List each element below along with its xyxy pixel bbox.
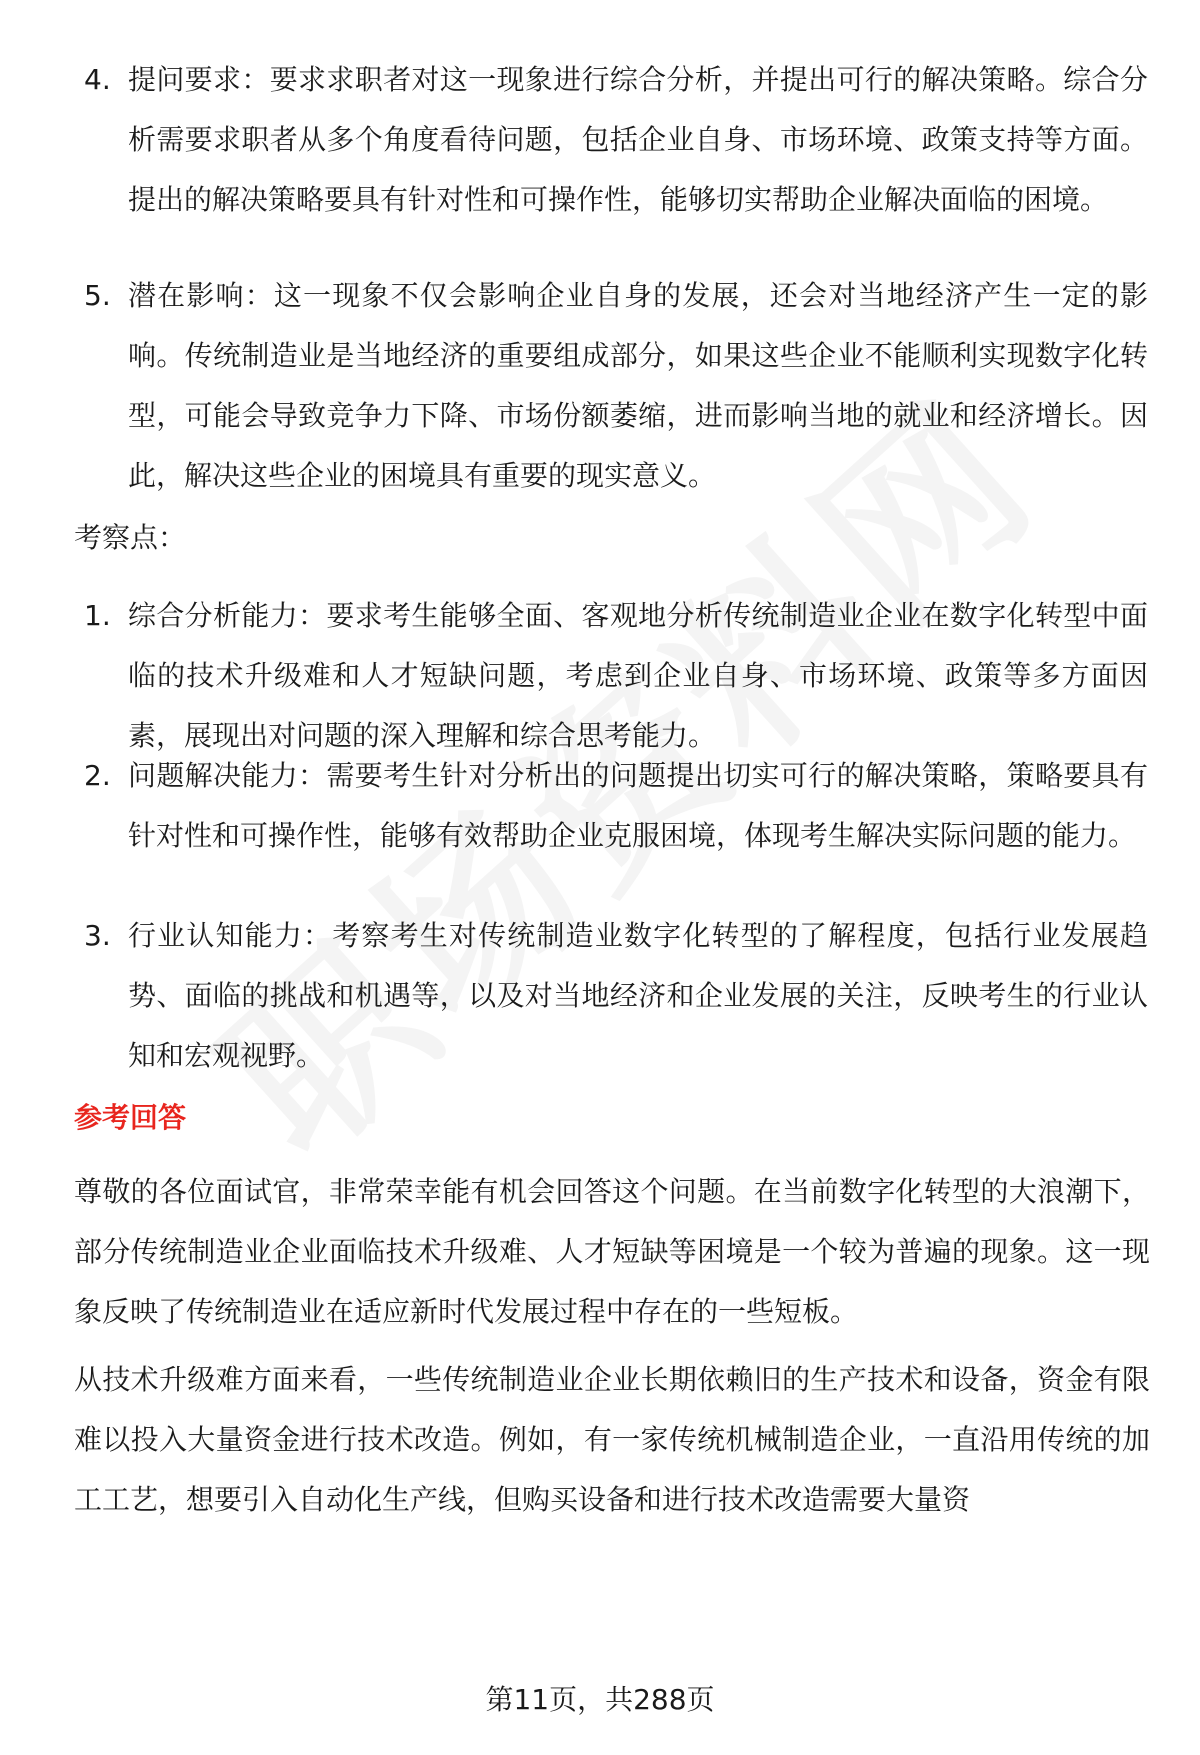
list-number: 1. (84, 599, 111, 632)
exam-points-heading: 考察点： (74, 521, 187, 554)
page-number: 第11页，共288页 (485, 1683, 715, 1716)
list-text: 行业认知能力：考察考生对传统制造业数字化转型的了解程度，包括行业发展趋势、面临的挑战和机遇等，以及对当地经济和企业发展的关注，反映考生的行业认知和宏观视野。 (128, 919, 1148, 1072)
list-text: 问题解决能力：需要考生针对分析出的问题提出切实可行的解决策略，策略要具有针对性和可操作性，能够有效帮助企业克服困境，体现考生解决实际问题的能力。 (128, 759, 1148, 852)
list-number: 5. (84, 279, 111, 312)
list-text: 潜在影响：这一现象不仅会影响企业自身的发展，还会对当地经济产生一定的影响。传统制造业是当地经济的重要组成部分，如果这些企业不能顺利实现数字化转型，可能会导致竞争力下降、市场份额萎缩，进而影响当地的就业和经济增长。因此，解决这些企业的困境具有重要的现实意义。 (128, 279, 1148, 492)
list-number: 3. (84, 919, 111, 952)
answer-paragraph: 尊敬的各位面试官，非常荣幸能有机会回答这个问题。在当前数字化转型的大浪潮下，部分传统制造业企业面临技术升级难、人才短缺等困境是一个较为普遍的现象。这一现象反映了传统制造业在适应新时代发展过程中存在的一些短板。 (74, 1175, 1150, 1328)
reference-answer-heading: 参考回答 (74, 1101, 187, 1134)
list-number: 4. (84, 63, 111, 96)
answer-paragraph: 从技术升级难方面来看，一些传统制造业企业长期依赖旧的生产技术和设备，资金有限难以投入大量资金进行技术改造。例如，有一家传统机械制造企业，一直沿用传统的加工工艺，想要引入自动化生产线，但购买设备和进行技术改造需要大量资 (74, 1363, 1150, 1516)
list-text: 综合分析能力：要求考生能够全面、客观地分析传统制造业企业在数字化转型中面临的技术升级难和人才短缺问题，考虑到企业自身、市场环境、政策等多方面因素，展现出对问题的深入理解和综合思考能力。 (128, 599, 1148, 752)
list-number: 2. (84, 759, 111, 792)
list-text: 提问要求：要求求职者对这一现象进行综合分析，并提出可行的解决策略。综合分析需要求职者从多个角度看待问题，包括企业自身、市场环境、政策支持等方面。提出的解决策略要具有针对性和可操作性，能够切实帮助企业解决面临的困境。 (128, 63, 1148, 216)
